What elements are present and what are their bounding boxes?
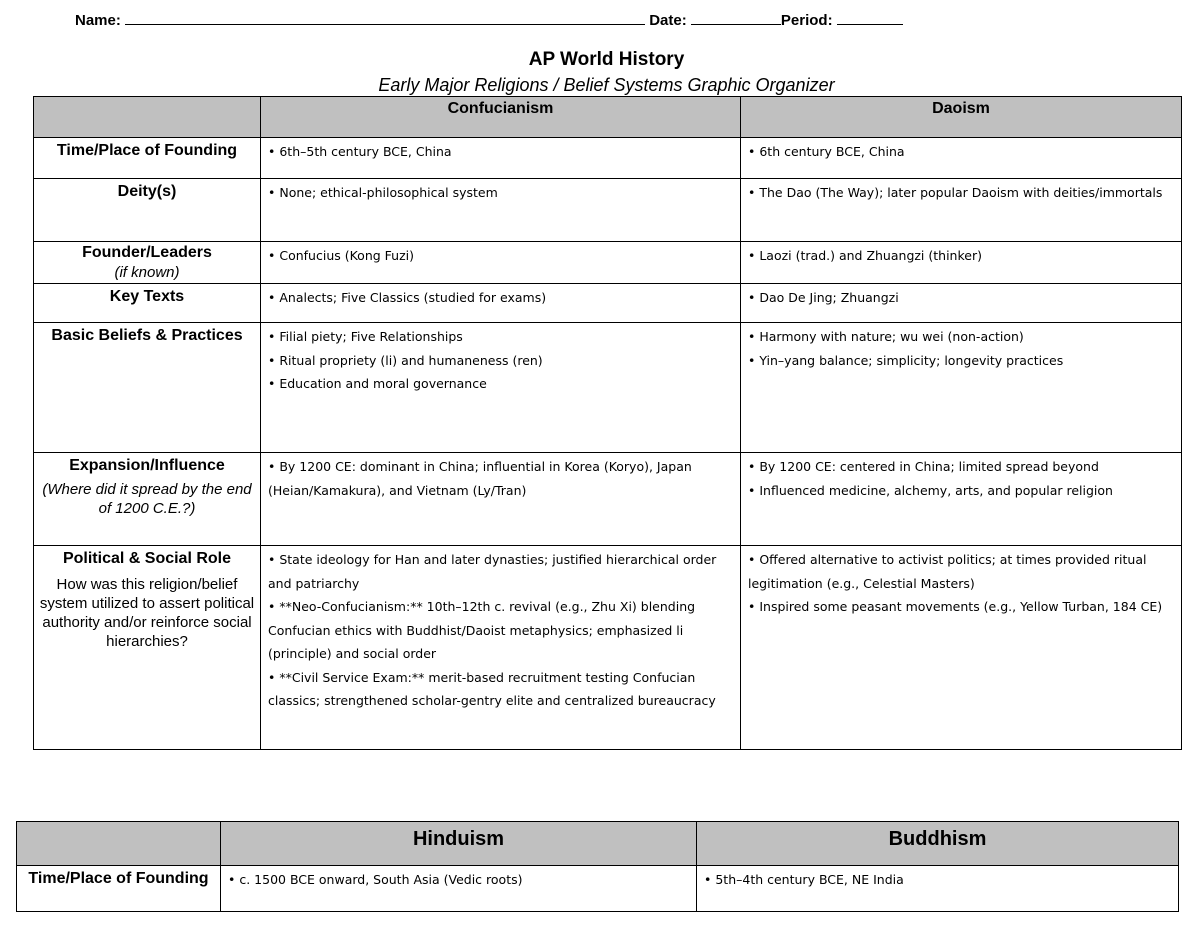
student-header: [75, 10, 903, 29]
column-header-daoism: Daoism: [741, 97, 1182, 138]
cell-hinduism-time-place[interactable]: • c. 1500 BCE onward, South Asia (Vedic roots): [221, 866, 697, 912]
table-row: [34, 179, 1182, 242]
column-header-confucianism: Confucianism: [261, 97, 741, 138]
organizer-table-1: [33, 96, 1182, 750]
name-blank[interactable]: [125, 10, 645, 25]
table-row: [34, 323, 1182, 453]
cell-daoism-deity[interactable]: • The Dao (The Way); later popular Daoism with deities/immortals: [741, 179, 1182, 242]
cell-daoism-beliefs[interactable]: • Harmony with nature; wu wei (non-action) • Yin–yang balance; simplicity; longevity practices: [741, 323, 1182, 453]
corner-cell: [17, 822, 221, 866]
table-header-row: [17, 822, 1179, 866]
row-label-deity: Deity(s): [34, 179, 261, 242]
date-blank[interactable]: [691, 10, 781, 25]
cell-confucianism-political[interactable]: • State ideology for Han and later dynasties; justified hierarchical order and patriarchy • **Neo-Confucianism:** 10th–12th c. revival (e.g., Zhu Xi) blending Confucian ethics with Buddhist/Daoist metaphysics; emphasized li (principle) and social order • **Civil Service Exam:** merit-based recruitment testing Confucian classics; strengthened scholar-gentry elite and centralized bureaucracy: [261, 546, 741, 750]
table-row: [34, 453, 1182, 546]
row-label-political: Political & Social Role How was this religion/belief system utilized to assert political authority and/or reinforce social hierarchies?: [34, 546, 261, 750]
row-label-founder: Founder/Leaders (if known): [34, 242, 261, 284]
page-subtitle: Early Major Religions / Belief Systems Graphic Organizer: [378, 75, 835, 95]
corner-cell: [34, 97, 261, 138]
cell-confucianism-beliefs[interactable]: • Filial piety; Five Relationships • Ritual propriety (li) and humaneness (ren) • Education and moral governance: [261, 323, 741, 453]
column-header-hinduism: Hinduism: [221, 822, 697, 866]
name-label: Name:: [75, 12, 121, 29]
table-row: [17, 866, 1179, 912]
row-label-texts: Key Texts: [34, 284, 261, 323]
row-label-expansion: Expansion/Influence (Where did it spread by the end of 1200 C.E.?): [34, 453, 261, 546]
cell-confucianism-founder[interactable]: • Confucius (Kong Fuzi): [261, 242, 741, 284]
column-header-buddhism: Buddhism: [697, 822, 1179, 866]
organizer-table-2: [16, 821, 1179, 912]
cell-confucianism-deity[interactable]: • None; ethical-philosophical system: [261, 179, 741, 242]
cell-daoism-time-place[interactable]: • 6th century BCE, China: [741, 138, 1182, 179]
row-label-time-place: Time/Place of Founding: [17, 866, 221, 912]
row-label-beliefs: Basic Beliefs & Practices: [34, 323, 261, 453]
cell-buddhism-time-place[interactable]: • 5th–4th century BCE, NE India: [697, 866, 1179, 912]
cell-daoism-political[interactable]: • Offered alternative to activist politics; at times provided ritual legitimation (e.g., Celestial Masters) • Inspired some peasant movements (e.g., Yellow Turban, 184 CE): [741, 546, 1182, 750]
cell-daoism-expansion[interactable]: • By 1200 CE: centered in China; limited spread beyond • Influenced medicine, alchemy, arts, and popular religion: [741, 453, 1182, 546]
table-row: [34, 242, 1182, 284]
cell-confucianism-texts[interactable]: • Analects; Five Classics (studied for exams): [261, 284, 741, 323]
cell-daoism-texts[interactable]: • Dao De Jing; Zhuangzi: [741, 284, 1182, 323]
cell-confucianism-expansion[interactable]: • By 1200 CE: dominant in China; influential in Korea (Koryo), Japan (Heian/Kamakura), and Vietnam (Ly/Tran): [261, 453, 741, 546]
row-label-time-place: Time/Place of Founding: [34, 138, 261, 179]
table-header-row: [34, 97, 1182, 138]
cell-daoism-founder[interactable]: • Laozi (trad.) and Zhuangzi (thinker): [741, 242, 1182, 284]
table-row: [34, 284, 1182, 323]
date-label: Date:: [649, 12, 687, 29]
table-row: [34, 546, 1182, 750]
period-blank[interactable]: [837, 10, 903, 25]
period-label: Period:: [780, 12, 833, 29]
table-row: [34, 138, 1182, 179]
page-title: AP World History: [528, 49, 685, 70]
cell-confucianism-time-place[interactable]: • 6th–5th century BCE, China: [261, 138, 741, 179]
